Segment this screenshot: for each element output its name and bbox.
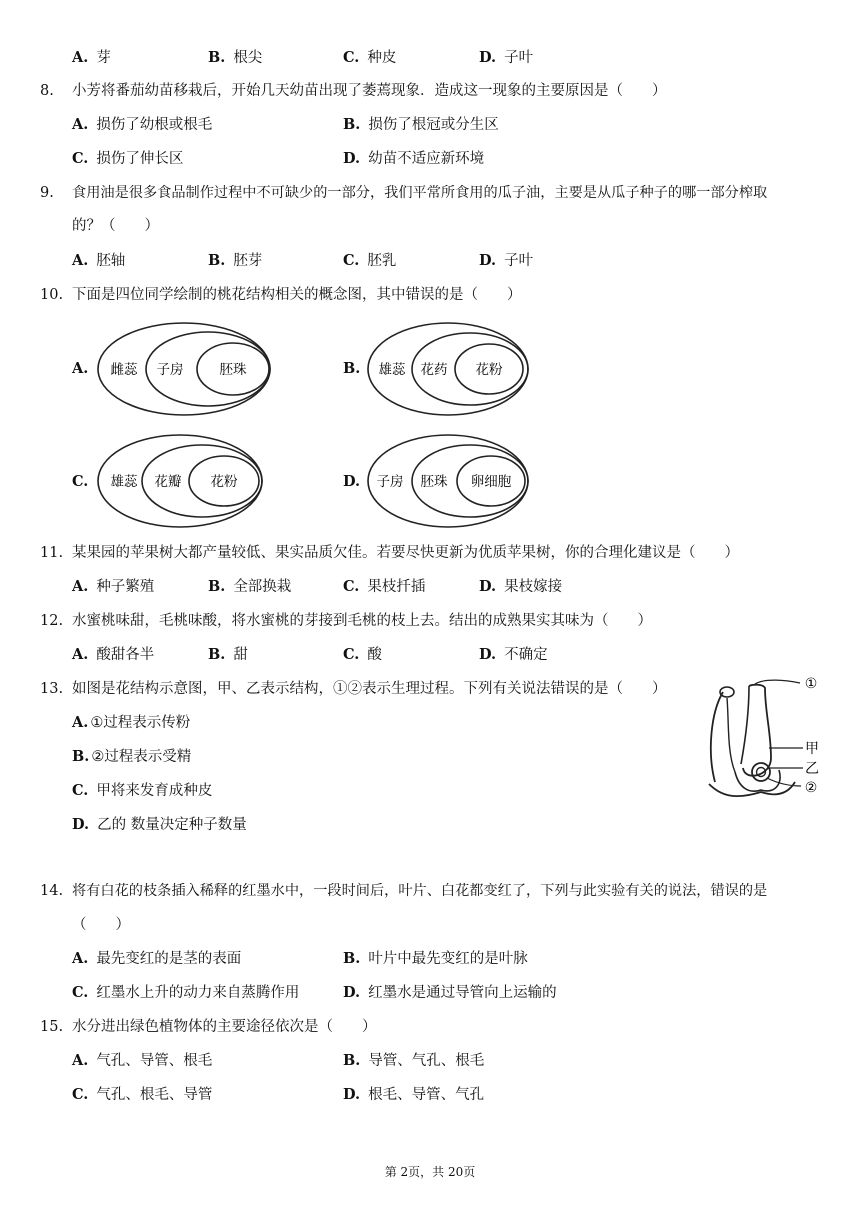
question-number: 14. (40, 883, 64, 899)
question-number: 13. (40, 681, 64, 697)
option-b[interactable]: B. 叶片中最先变红的是叶脉 (343, 950, 528, 967)
option-d[interactable]: D. 幼苗不适应新环境 (343, 150, 485, 167)
label-inner: 花粉 (210, 474, 238, 490)
question-stem: 下面是四位同学绘制的桃花结构相关的概念图，其中错误的是（ ） (72, 287, 522, 303)
option-d-letter[interactable]: D. (343, 473, 361, 490)
label-yi: 乙 (805, 761, 819, 777)
label-middle: 子房 (156, 362, 184, 378)
option-d[interactable]: D. 红墨水是通过导管向上运输的 (343, 984, 557, 1001)
option-b[interactable]: B. 胚芽 (208, 252, 263, 269)
option-a[interactable]: A. 损伤了幼根或根毛 (72, 116, 213, 133)
label-outer: 雌蕊 (110, 362, 138, 378)
option-b[interactable]: B. 根尖 (208, 49, 263, 66)
option-c[interactable]: C. 气孔、根毛、导管 (72, 1086, 213, 1103)
concept-diagram-d (366, 430, 532, 532)
option-b[interactable]: B. 甜 (208, 646, 248, 663)
flower-structure-figure (705, 672, 823, 804)
question-number: 8. (40, 83, 54, 99)
label-middle: 花药 (420, 362, 448, 378)
question-stem-line-1: 食用油是很多食品制作过程中不可缺少的一部分，我们平常所食用的瓜子油，主要是从瓜子种子的哪一部分榨取 (72, 185, 768, 201)
option-c[interactable]: C. 胚乳 (343, 252, 397, 269)
page-footer: 第 2页，共 20页 (384, 1165, 476, 1179)
question-number: 10. (40, 287, 64, 303)
option-a[interactable]: A. 酸甜各半 (72, 646, 155, 663)
option-d[interactable]: D. 不确定 (479, 646, 548, 663)
label-middle: 胚珠 (420, 474, 448, 490)
concept-diagram-a (96, 318, 276, 420)
label-inner: 卵细胞 (470, 474, 512, 490)
option-b[interactable]: B. ②过程表示受精 (72, 748, 192, 765)
concept-diagram-c (96, 430, 266, 532)
question-number: 11. (40, 545, 64, 561)
question-stem: 某果园的苹果树大都产量较低、果实品质欠佳。若要尽快更新为优质苹果树，你的合理化建议是（ ） (72, 545, 739, 561)
option-a[interactable]: A. 气孔、导管、根毛 (72, 1052, 213, 1069)
option-c[interactable]: C. 甲将来发育成种皮 (72, 782, 213, 799)
question-stem: 水蜜桃味甜，毛桃味酸，将水蜜桃的芽接到毛桃的枝上去。结出的成熟果实其味为（ ） (72, 613, 652, 629)
label-1: ① (804, 676, 818, 692)
question-number: 12. (40, 613, 64, 629)
option-c[interactable]: C. 果枝扦插 (343, 578, 426, 595)
label-outer: 雄蕊 (110, 474, 138, 490)
question-stem: 如图是花结构示意图，甲、乙表示结构，①②表示生理过程。下列有关说法错误的是（ ） (72, 681, 667, 697)
option-a[interactable]: A. 胚轴 (72, 252, 126, 269)
option-a-letter[interactable]: A. (72, 360, 89, 377)
label-outer: 雄蕊 (378, 362, 406, 378)
option-b[interactable]: B. 导管、气孔、根毛 (343, 1052, 485, 1069)
option-a[interactable]: A. ①过程表示传粉 (72, 714, 191, 731)
option-d[interactable]: D. 乙的 数量决定种子数量 (72, 816, 247, 833)
option-d[interactable]: D. 子叶 (479, 49, 534, 66)
question-stem-line-1: 将有白花的枝条插入稀释的红墨水中，一段时间后，叶片、白花都变红了，下列与此实验有关的说法，错误的是 (72, 883, 768, 899)
question-number: 15. (40, 1019, 64, 1035)
option-d[interactable]: D. 根毛、导管、气孔 (343, 1086, 485, 1103)
question-stem: 水分进出绿色植物体的主要途径依次是（ ） (72, 1019, 377, 1035)
option-c[interactable]: C. 种皮 (343, 49, 397, 66)
option-a[interactable]: A. 芽 (72, 49, 111, 66)
option-d[interactable]: D. 果枝嫁接 (479, 578, 563, 595)
label-outer: 子房 (376, 474, 404, 490)
concept-diagram-b (366, 318, 532, 420)
label-inner: 花粉 (475, 362, 503, 378)
option-c[interactable]: C. 红墨水上升的动力来自蒸腾作用 (72, 984, 300, 1001)
question-number: 9. (40, 185, 54, 201)
label-middle: 花瓣 (154, 474, 182, 490)
label-2: ② (804, 780, 818, 796)
question-stem: 小芳将番茄幼苗移栽后，开始几天幼苗出现了萎蔫现象．造成这一现象的主要原因是（ ） (72, 83, 667, 99)
option-b-letter[interactable]: B. (343, 360, 361, 377)
option-c[interactable]: C. 酸 (343, 646, 382, 663)
option-c[interactable]: C. 损伤了伸长区 (72, 150, 184, 167)
option-d[interactable]: D. 子叶 (479, 252, 534, 269)
question-stem-line-2: （ ） (72, 917, 130, 933)
option-a[interactable]: A. 种子繁殖 (72, 578, 155, 595)
option-c-letter[interactable]: C. (72, 473, 89, 490)
option-b[interactable]: B. 全部换栽 (208, 578, 292, 595)
label-inner: 胚珠 (219, 362, 247, 378)
option-b[interactable]: B. 损伤了根冠或分生区 (343, 116, 499, 133)
question-stem-line-2: 的？（ ） (72, 218, 159, 234)
label-jia: 甲 (805, 741, 819, 757)
option-a[interactable]: A. 最先变红的是茎的表面 (72, 950, 242, 967)
